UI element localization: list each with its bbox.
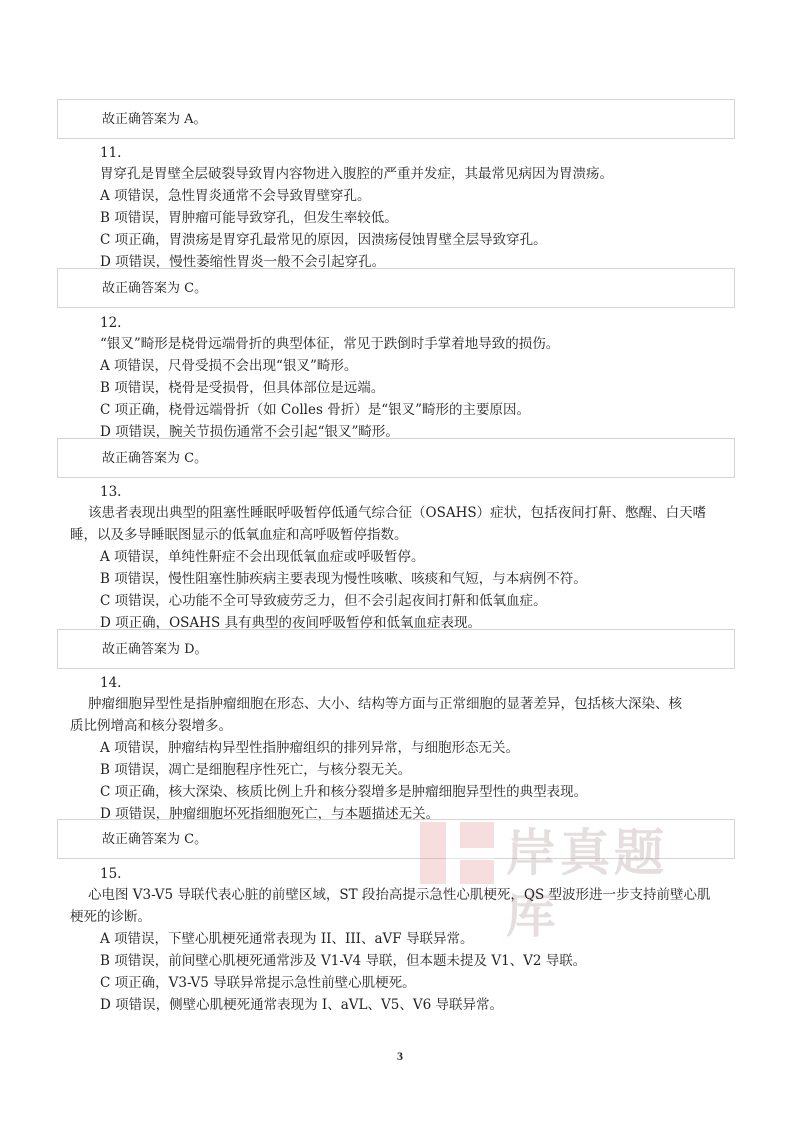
option-b: B 项错误，慢性阻塞性肺疾病主要表现为慢性咳嗽、咳痰和气短，与本病例不符。 [100,571,587,587]
answer-text: 故正确答案为 C。 [102,451,208,466]
answer-box [57,99,735,139]
option-b: B 项错误，桡骨是受损骨，但具体部位是远端。 [100,380,385,396]
question-15 [70,864,720,1016]
option-b: B 项错误，凋亡是细胞程序性死亡，与核分裂无关。 [100,762,412,778]
answer-box [57,438,735,478]
option-a: A 项错误，下壁心肌梗死通常表现为 II、III、aVF 导联异常。 [100,931,474,947]
option-d: D 项错误，侧壁心肌梗死通常表现为 I、aVL、V5、V6 导联异常。 [100,997,503,1013]
option-d: D 项错误，慢性萎缩性胃炎一般不会引起穿孔。 [100,254,386,270]
question-number: 13. [100,484,122,500]
option-c: C 项正确，胃溃疡是胃穿孔最常见的原因，因溃疡侵蚀胃壁全层导致穿孔。 [100,232,547,248]
option-c: C 项正确，核大深染、核质比例上升和核分裂增多是肿瘤细胞异型性的典型表现。 [100,784,588,800]
question-number: 14. [100,675,122,691]
answer-text: 故正确答案为 D。 [102,642,208,657]
option-a: A 项错误，急性胃炎通常不会导致胃壁穿孔。 [100,188,371,204]
question-stem-line: 梗死的诊断。 [70,909,151,925]
question-14 [70,673,720,825]
answer-text: 故正确答案为 A。 [102,112,207,127]
answer-box [57,629,735,669]
question-stem-line: 睡，以及多导睡眠图显示的低氧血症和高呼吸暂停指数。 [70,527,408,543]
option-c: C 项正确，桡骨远端骨折（如 Colles 骨折）是“银叉”畸形的主要原因。 [100,402,531,418]
question-11 [100,143,720,273]
option-d: D 项正确，OSAHS 具有典型的夜间呼吸暂停和低氧血症表现。 [100,615,481,631]
question-stem-line: 肿瘤细胞异型性是指肿瘤细胞在形态、大小、结构等方面与正常细胞的显著差异，包括核大深染、核 [88,696,682,712]
question-stem-line: 心电图 V3-V5 导联代表心脏的前壁区域，ST 段抬高提示急性心肌梗死，QS 型波形进一步支持前壁心肌 [88,887,711,903]
option-a: A 项错误，尺骨受损不会出现“银叉”畸形。 [100,358,358,374]
option-d: D 项错误，肿瘤细胞坏死指细胞死亡，与本题描述无关。 [100,806,440,822]
option-c: C 项错误，心功能不全可导致疲劳乏力，但不会引起夜间打鼾和低氧血症。 [100,593,547,609]
question-number: 15. [100,866,122,882]
question-13 [70,482,720,634]
question-stem-line: 质比例增高和核分裂增多。 [70,718,232,734]
option-b: B 项错误，前间壁心肌梗死通常涉及 V1-V4 导联，但本题未提及 V1、V2 导联。 [100,953,587,969]
question-12 [100,313,720,443]
option-c: C 项正确，V3-V5 导联异常提示急性前壁心肌梗死。 [100,975,416,991]
question-stem: 胃穿孔是胃壁全层破裂导致胃内容物进入腹腔的严重并发症，其最常见病因为胃溃疡。 [100,166,613,182]
watermark-text: 岸真题库 [506,824,668,944]
question-number: 11. [100,145,122,161]
answer-text: 故正确答案为 C。 [102,832,208,847]
question-number: 12. [100,315,122,331]
question-stem: “银叉”畸形是桡骨远端骨折的典型体征，常见于跌倒时手掌着地导致的损伤。 [100,336,560,352]
page-number: 3 [397,1049,403,1063]
answer-box [57,268,735,308]
option-d: D 项错误，腕关节损伤通常不会引起“银叉”畸形。 [100,424,399,440]
answer-text: 故正确答案为 C。 [102,281,208,296]
option-a: A 项错误，肿瘤结构异型性指肿瘤组织的排列异常，与细胞形态无关。 [100,740,520,756]
question-stem-line: 该患者表现出典型的阻塞性睡眠呼吸暂停低通气综合征（OSAHS）症状，包括夜间打鼾、憋醒、白天嗜 [88,505,707,521]
option-b: B 项错误，胃肿瘤可能导致穿孔，但发生率较低。 [100,210,398,226]
option-a: A 项错误，单纯性鼾症不会出现低氧血症或呼吸暂停。 [100,549,425,565]
